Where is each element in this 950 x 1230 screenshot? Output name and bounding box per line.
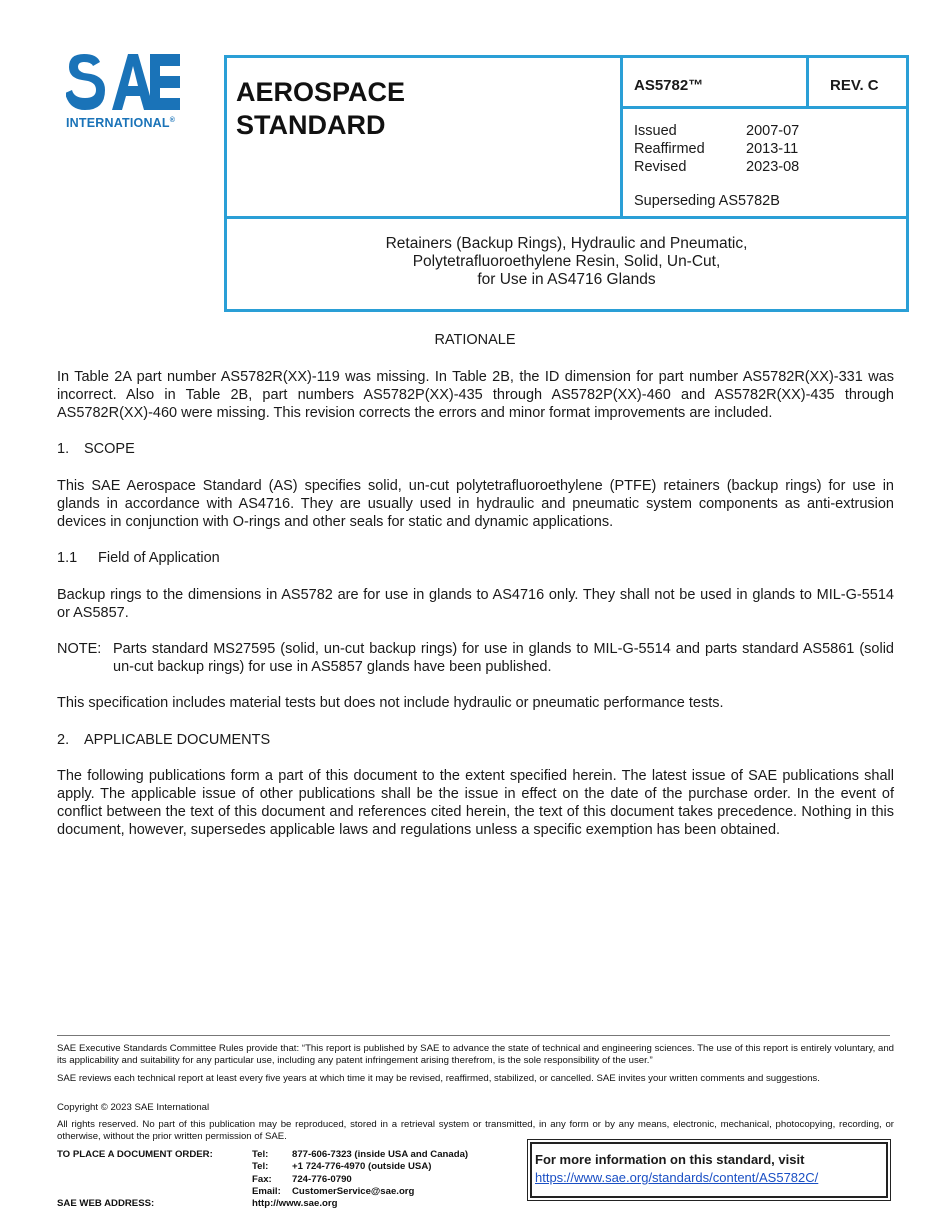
contact-value-email[interactable]: CustomerService@sae.org	[292, 1186, 415, 1197]
date-value-issued: 2007-07	[746, 123, 800, 139]
contact-value-fax: 724-776-0790	[292, 1174, 352, 1185]
contact-value-tel-1: 877-606-7323 (inside USA and Canada)	[292, 1149, 469, 1160]
field-paragraph: Backup rings to the dimensions in AS5782 are for use in glands to AS4716 only. They shall not be used in glands to MIL-G-5514 or AS5857.	[57, 587, 894, 621]
header-divider-number	[620, 106, 909, 109]
header-divider-vertical	[620, 55, 623, 219]
section-1-1-number: 1.1	[57, 550, 78, 566]
rationale-heading: RATIONALE	[434, 332, 516, 348]
footer-rights-text: All rights reserved. No part of this publication may be reproduced, stored in a retrieval system or transmitted, in any form or by any means, electronic, mechanical, photocopying, recording, or otherwise, without the prior written permission of SAE.	[57, 1119, 894, 1142]
date-value-reaffirmed: 2013-11	[746, 141, 799, 157]
footer-rules-text: SAE Executive Standards Committee Rules provide that: “This report is published by SAE to advance the state of technical and engineering sciences. The use of this report is entirely voluntary, and its applicability and suitability for any particular use, including any patent infringement arising therefrom, is the sole responsibility of the user.”	[57, 1043, 894, 1066]
contact-label-fax: Fax:	[252, 1174, 272, 1185]
rationale-paragraph: In Table 2A part number AS5782R(XX)-119 was missing. In Table 2B, the ID dimension for part number AS5782R(XX)-331 was incorrect. Also in Table 2B, part numbers AS5782P(XX)-435 through AS5782P(XX)-460 and AS5782R(XX)-435 through AS5782R(XX)-460 were missing. This revision corrects the errors and minor format improvements are included.	[57, 369, 894, 421]
contact-value-tel-2: +1 724-776-4970 (outside USA)	[292, 1161, 432, 1172]
order-label: TO PLACE A DOCUMENT ORDER:	[57, 1149, 213, 1160]
section-1-number: 1.	[57, 441, 70, 457]
more-info-title: For more information on this standard, visit	[535, 1152, 805, 1167]
section-2-heading: APPLICABLE DOCUMENTS	[84, 732, 271, 748]
date-label-issued: Issued	[634, 123, 677, 139]
header-border-right	[906, 55, 909, 312]
superseding-note: Superseding AS5782B	[634, 193, 780, 209]
section-2-number: 2.	[57, 732, 70, 748]
sae-logo	[66, 52, 196, 136]
footer-review-text: SAE reviews each technical report at least every five years at which time it may be revised, reaffirmed, stabilized, or cancelled. SAE invites your written comments and suggestions.	[57, 1073, 820, 1084]
scope-paragraph: This SAE Aerospace Standard (AS) specifies solid, un-cut polytetrafluoroethylene (PTFE) retainers (backup rings) for use in glands in accordance with AS4716. They are usually used in hydraulic and pneumatic system components as anti-extrusion devices in conjunction with O-rings and other seals for static and dynamic applications.	[57, 478, 894, 530]
note-paragraph: Parts standard MS27595 (solid, un-cut backup rings) for use in glands to MIL-G-5514 and parts standard AS5861 (solid un-cut backup rings) for use in AS5857 glands have been published.	[113, 641, 894, 675]
web-address-label: SAE WEB ADDRESS:	[57, 1198, 155, 1209]
section-1-heading: SCOPE	[84, 441, 135, 457]
revision-label: REV. C	[830, 77, 879, 94]
contact-label-tel-1: Tel:	[252, 1149, 269, 1160]
logo-subtext: INTERNATIONAL®	[66, 116, 176, 130]
note-label: NOTE:	[57, 641, 102, 657]
footer-copyright: Copyright © 2023 SAE International	[57, 1102, 210, 1113]
header-divider-horizontal	[224, 216, 909, 219]
standard-type-title: AEROSPACE STANDARD	[236, 77, 406, 140]
contact-label-email: Email:	[252, 1186, 281, 1197]
footer-divider	[57, 1035, 890, 1036]
document-number: AS5782™	[634, 77, 704, 94]
more-info-link[interactable]: https://www.sae.org/standards/content/AS5782C/	[535, 1170, 819, 1185]
section-1-1-heading: Field of Application	[98, 550, 220, 566]
spec-paragraph: This specification includes material tests but does not include hydraulic or pneumatic performance tests.	[57, 695, 724, 711]
date-label-reaffirmed: Reaffirmed	[634, 141, 705, 157]
header-divider-rev	[806, 55, 809, 109]
date-value-revised: 2023-08	[746, 159, 800, 175]
contact-label-tel-2: Tel:	[252, 1161, 269, 1172]
sae-logo-mark-icon	[66, 52, 184, 112]
web-address-link[interactable]: http://www.sae.org	[252, 1198, 338, 1209]
applicable-paragraph: The following publications form a part of this document to the extent specified herein. The latest issue of SAE publications shall apply. The applicable issue of other publications shall be the issue in effect on the date of the purchase order. In the event of conflict between the text of this document and references cited herein, the text of this document takes precedence. Nothing in this document, however, supersedes applicable laws and regulations unless a specific exemption has been obtained.	[57, 768, 894, 838]
header-border-bottom	[224, 309, 909, 312]
document-title: Retainers (Backup Rings), Hydraulic and Pneumatic, Polytetrafluoroethylene Resin, Solid, Un-Cut, for Use in AS4716 Glands	[385, 235, 748, 288]
date-label-revised: Revised	[634, 159, 687, 175]
